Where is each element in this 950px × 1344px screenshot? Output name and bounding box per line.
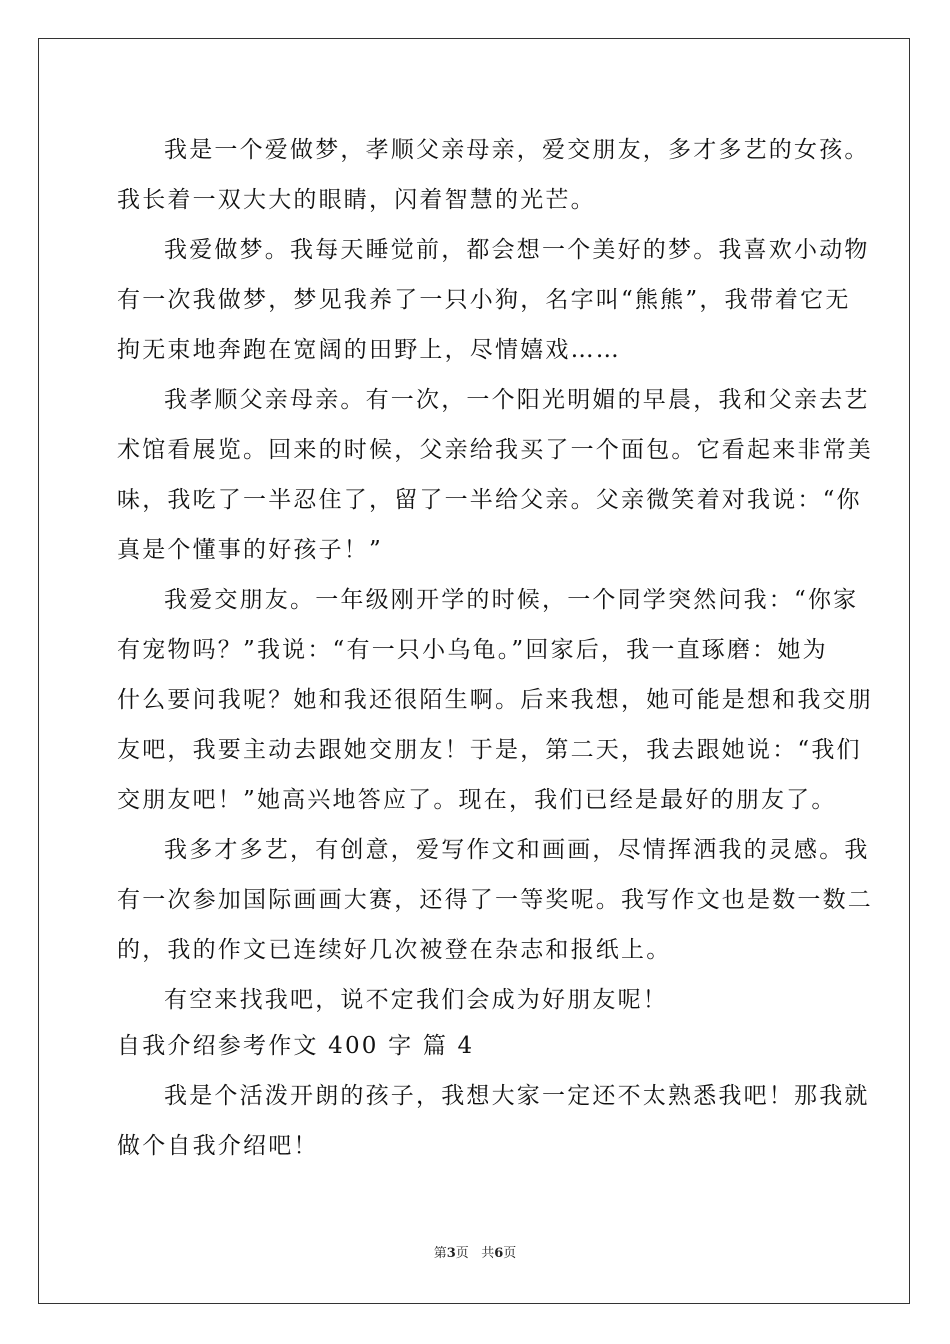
text-line: 什么要问我呢？她和我还很陌生啊。后来我想，她可能是想和我交朋 [117,687,873,713]
page-footer [0,1246,950,1262]
text-line: 术馆看展览。回来的时候，父亲给我买了一个面包。它看起来非常美 [117,437,873,463]
page-frame [38,38,910,1304]
text-line: 真是个懂事的好孩子！” [117,537,383,563]
text-line: 做个自我介绍吧！ [117,1133,319,1159]
text-line: 我是一个爱做梦，孝顺父亲母亲，爱交朋友，多才多艺的女孩。 [164,137,870,163]
text-line: 味，我吃了一半忍住了，留了一半给父亲。父亲微笑着对我说：“你 [117,487,862,513]
section-heading: 自我介绍参考作文 400 字 篇 4 [117,1033,475,1059]
text-line: 有一次参加国际画画大赛，还得了一等奖呢。我写作文也是数一数二 [117,887,873,913]
text-line: 我长着一双大大的眼睛，闪着智慧的光芒。 [117,187,596,213]
text-line: 有一次我做梦，梦见我养了一只小狗，名字叫“熊熊”，我带着它无 [117,287,851,313]
text-line: 我爱做梦。我每天睡觉前，都会想一个美好的梦。我喜欢小动物 [164,237,870,263]
text-line: 拘无束地奔跑在宽阔的田野上，尽情嬉戏…… [117,337,621,363]
text-line: 我孝顺父亲母亲。有一次，一个阳光明媚的早晨，我和父亲去艺 [164,387,870,413]
text-line: 我多才多艺，有创意，爱写作文和画画，尽情挥洒我的灵感。我 [164,837,870,863]
total-suffix: 页 [503,1246,517,1261]
total-number: 6 [494,1246,504,1261]
text-line: 交朋友吧！”她高兴地答应了。现在，我们已经是最好的朋友了。 [117,787,837,813]
text-line: 我是个活泼开朗的孩子，我想大家一定还不太熟悉我吧！那我就 [164,1083,870,1109]
text-line: 友吧，我要主动去跟她交朋友！于是，第二天，我去跟她说：“我们 [117,737,862,763]
text-line: 有宠物吗？”我说：“有一只小乌龟。”回家后，我一直琢磨：她为 [117,637,828,663]
text-line: 我爱交朋友。一年级刚开学的时候，一个同学突然问我：“你家 [164,587,859,613]
total-prefix: 共 [481,1246,495,1261]
page-number: 3 [446,1246,456,1261]
page-prefix: 第 [433,1246,447,1261]
text-line: 有空来找我吧，说不定我们会成为好朋友呢！ [164,987,668,1013]
page-suffix: 页 [455,1246,469,1261]
text-line: 的，我的作文已连续好几次被登在杂志和报纸上。 [117,937,672,963]
